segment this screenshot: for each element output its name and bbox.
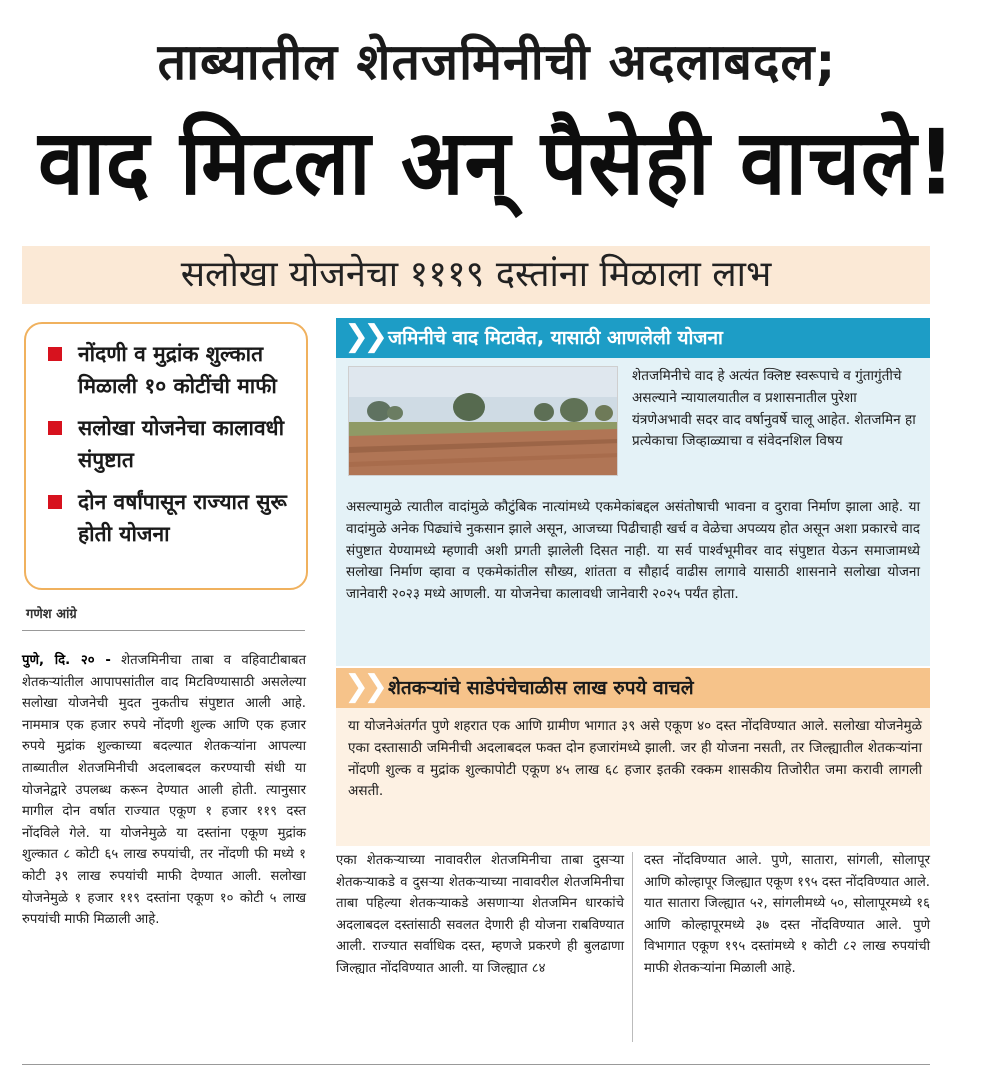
- info-box: [336, 318, 930, 666]
- highlights-box: [24, 322, 308, 590]
- info-box-header: [336, 318, 930, 358]
- savings-box-text: या योजनेअंतर्गत पुणे शहरात एक आणि ग्रामीण भागात ३९ असे एकूण ४० दस्त नोंदविण्यात आले. सलोखा योजनेमुळे एका दस्तासाठी जमिनीची अदलाबदल फक्त दोन हजारांमध्ये झाली. जर ही योजना नसती, तर जिल्ह्यातील शेतकऱ्यांना नोंदणी शुल्क व मुद्रांक शुल्कापोटी एकूण ४५ लाख ६८ हजार इतकी रक्कम शासकीय तिजोरीत जमा करावी लागली असती.: [348, 718, 922, 800]
- info-box-title: जमिनीचे वाद मिटावेत, यासाठी आणलेली योजना: [388, 327, 723, 349]
- headline-line-2: वाद मिटला अन् पैसेही वाचले!: [38, 111, 956, 216]
- double-chevron-icon: ❯❯: [344, 319, 383, 354]
- article-column-right: दस्त नोंदविण्यात आले. पुणे, सातारा, सांगली, सोलापूर आणि कोल्हापूर जिल्ह्यात एकूण १९५ दस्त नोंदविण्यात आले. यात सातारा जिल्ह्यात ५२, सांगलीमध्ये ५०, सोलापूरमध्ये १६ आणि कोल्हापूरमध्ये ३७ दस्त नोंदविण्यात आले. पुणे विभागात एकूण १९५ दस्तांमध्ये १ कोटी ८२ लाख रुपयांची माफी शेतकऱ्यांना मिळाली आहे.: [644, 853, 930, 976]
- subheadline-banner: सलोखा योजनेचा १११९ दस्तांना मिळाला लाभ: [22, 246, 930, 304]
- highlight-item: [48, 412, 294, 476]
- article-column-left: [22, 650, 306, 931]
- savings-box: [336, 668, 930, 846]
- red-square-bullet-icon: [48, 347, 62, 361]
- highlight-text: नोंदणी व मुद्रांक शुल्कात मिळाली १० कोटींची माफी: [78, 342, 277, 398]
- highlight-item: [48, 338, 294, 402]
- farmland-photo: [348, 366, 618, 476]
- savings-box-title: शेतकऱ्यांचे साडेपंचेचाळीस लाख रुपये वाचले: [388, 677, 694, 699]
- article-body: शेतजमिनीचा ताबा व वहिवाटीबाबत शेतकऱ्यांतील आपापसांतील वाद मिटविण्यासाठी असलेल्या सलोखा योजनेची मुदत नुकतीच संपुष्टात आली आहे. नाममात्र एक हजार रुपये नोंदणी शुल्क आणि एक हजार रुपये मुद्रांक शुल्काच्या बदल्यात शेतकऱ्यांना आपल्या ताब्यातील शेतजमिनीची अदलाबदल करण्याची संधी या योजनेद्वारे उपलब्ध करून देण्यात आली होती. त्यानुसार मागील दोन वर्षात राज्यात एकूण १ हजार ११९ दस्त नोंदविले गेले. या योजनेमुळे या दस्तांना एकूण मुद्रांक शुल्कात ८ कोटी ६५ लाख रुपयांची, तर नोंदणी फी मध्ये १ कोटी ३९ लाख रुपयांची माफी देण्यात आली. सलोखा योजनेमुळे १ हजार ११९ दस्तांना एकूण १० कोटी ५ लाख रुपयांची माफी मिळाली आहे.: [22, 653, 306, 928]
- divider: [22, 630, 305, 631]
- column-divider: [632, 852, 633, 1042]
- highlight-item: [48, 486, 294, 550]
- red-square-bullet-icon: [48, 495, 62, 509]
- divider: [22, 1064, 930, 1065]
- double-chevron-icon: ❯❯: [344, 669, 383, 704]
- headline-line-1: ताब्यातील शेतजमिनीची अदलाबदल;: [157, 33, 837, 91]
- farmland-illustration: [349, 367, 618, 476]
- red-square-bullet-icon: [48, 421, 62, 435]
- highlight-text: दोन वर्षांपासून राज्यात सुरू होती योजना: [78, 490, 287, 546]
- byline: गणेश आंग्रे: [26, 607, 77, 622]
- highlight-text: सलोखा योजनेचा कालावधी संपुष्टात: [78, 416, 285, 472]
- info-box-text: असल्यामुळे त्यातील वादांमुळे कौटुंबिक नात्यांमध्ये एकमेकांबद्दल असंतोषाची भावना व दुरावा निर्माण झाला आहे. या वादांमुळे अनेक पिढ्यांचे नुकसान झाले असून, आजच्या पिढीचाही खर्च व वेळेचा अपव्यय होत असून अशा प्रकारचे वाद संपुष्टात येण्यामध्ये म्हणावी अशी प्रगती झालेली दिसत नाही. या सर्व पार्श्वभूमीवर वाद संपुष्टात येऊन समाजामध्ये सलोखा निर्माण व्हावा व एकमेकांतील सौख्य, शांतता व सौहार्द वाढीस लागावे यासाठी शासनाने सलोखा योजना जानेवारी २०२३ मध्ये आणली. या योजनेचा कालावधी जानेवारी २०२५ पर्यंत होता.: [346, 499, 920, 603]
- info-box-text: शेतजमिनीचे वाद हे अत्यंत क्लिष्ट स्वरूपाचे व गुंतागुंतीचे असल्याने न्यायालयातील व प्रशासनातील पुरेशा यंत्रणेअभावी सदर वाद वर्षानुवर्षे चालू आहेत. शेतजमिन हा प्रत्येकाचा जिव्हाळ्याचा व संवेदनशिल विषय: [632, 368, 916, 450]
- article-column-middle: एका शेतकऱ्याच्या नावावरील शेतजमिनीचा ताबा दुसऱ्या शेतकऱ्याकडे व दुसऱ्या शेतकऱ्याच्या नावावरील शेतजमिनीचा ताबा पहिल्या शेतकऱ्याकडे असणाऱ्या शेतजमिन धारकांचे अदलाबदल दस्तांसाठी सवलत देणारी ही योजना राबविण्यात आली. राज्यात सर्वाधिक दस्त, म्हणजे प्रकरणे ही बुलढाणा जिल्ह्यात नोंदविण्यात आली. या जिल्ह्यात ८४: [336, 853, 624, 976]
- dateline: पुणे, दि. २० -: [22, 653, 111, 668]
- savings-box-header: [336, 668, 930, 708]
